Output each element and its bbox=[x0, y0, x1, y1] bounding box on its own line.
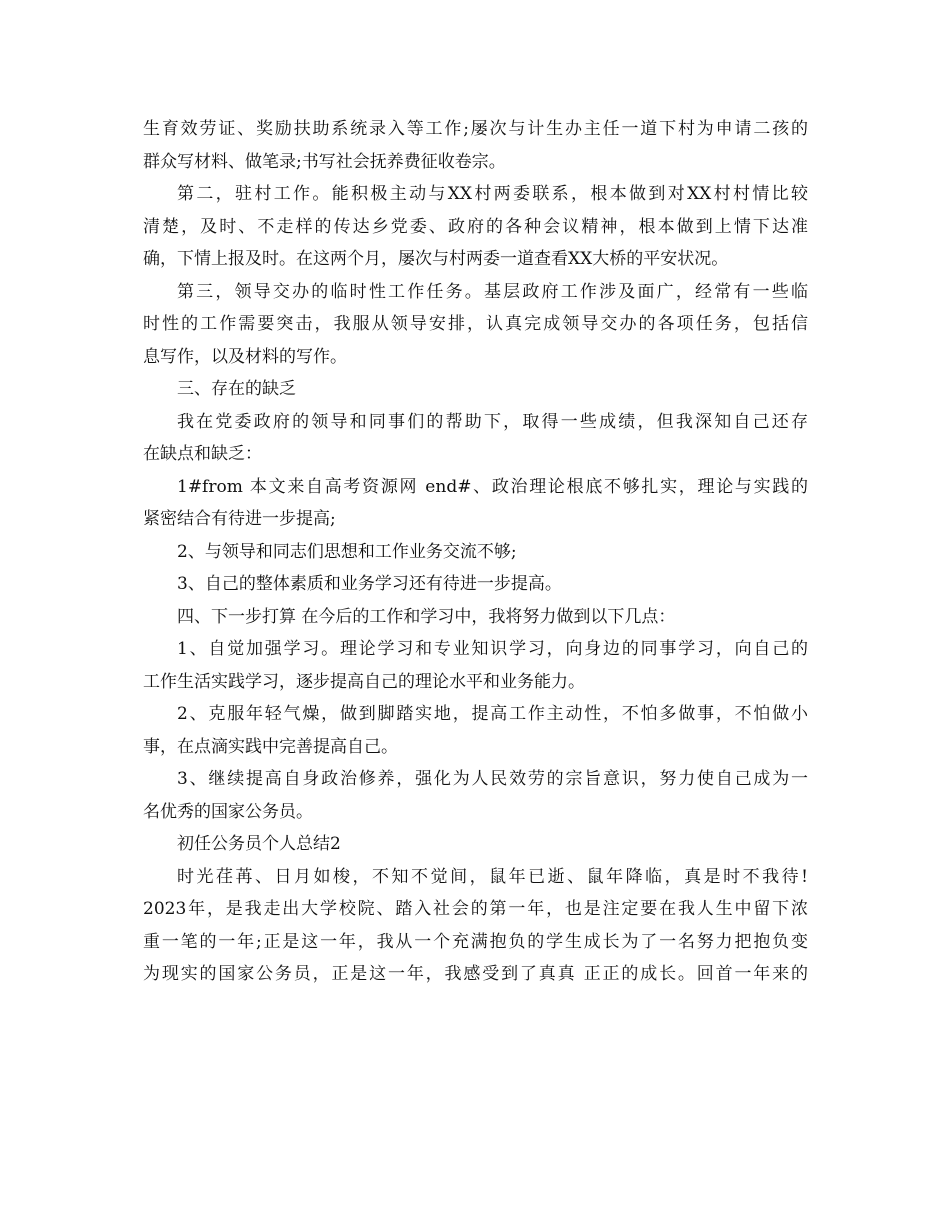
paragraph-line: 清楚，及时、不走样的传达乡党委、政府的各种会议精神，根本做到上情下达准 bbox=[143, 216, 808, 237]
paragraph-line: 时性的工作需要突击，我服从领导安排，认真完成领导交办的各项任务，包括信 bbox=[143, 314, 808, 334]
paragraph-line: 第三，领导交办的临时性工作任务。基层政府工作涉及面广，经常有一些临 bbox=[177, 281, 808, 302]
list-item: 3、自己的整体素质和业务学习还有待进一步提高。 bbox=[177, 574, 562, 594]
section-heading: 三、存在的缺乏 bbox=[177, 379, 296, 399]
list-item: 2、克服年轻气燥，做到脚踏实地，提高工作主动性，不怕多做事，不怕做小 bbox=[177, 704, 808, 724]
paragraph-line: 息写作，以及材料的写作。 bbox=[143, 346, 347, 367]
paragraph-line: 1#from 本文来自高考资源网 end#、政治理论根底不够扎实，理论与实践的 bbox=[177, 476, 808, 497]
paragraph-line: 在缺点和缺乏： bbox=[143, 444, 262, 464]
list-item: 2、与领导和同志们思想和工作业务交流不够; bbox=[177, 541, 517, 562]
paragraph-line: 我在党委政府的领导和同事们的帮助下，取得一些成绩，但我深知自己还存 bbox=[177, 411, 808, 432]
section-heading: 四、下一步打算 在今后的工作和学习中，我将努力做到以下几点： bbox=[177, 606, 676, 627]
paragraph-line: 确，下情上报及时。在这两个月，屡次与村两委一道查看XX大桥的平安状况。 bbox=[143, 249, 729, 269]
paragraph-line: 为现实的国家公务员，正是这一年，我感受到了真真 正正的成长。回首一年来的 bbox=[143, 964, 808, 984]
paragraph-line: 2023年，是我走出大学校院、踏入社会的第一年，也是注定要在我人生中留下浓 bbox=[143, 899, 808, 919]
document-subtitle: 初任公务员个人总结2 bbox=[177, 834, 341, 854]
paragraph-line: 生育效劳证、奖励扶助系统录入等工作;屡次与计生办主任一道下村为申请二孩的 bbox=[143, 119, 808, 139]
list-item: 1、自觉加强学习。理论学习和专业知识学习，向身边的同事学习，向自己的 bbox=[177, 639, 808, 659]
paragraph-line: 重一笔的一年;正是这一年，我从一个充满抱负的学生成长为了一名努力把抱负变 bbox=[143, 931, 808, 952]
paragraph-line: 名优秀的国家公务员。 bbox=[143, 801, 313, 822]
list-item: 3、继续提高自身政治修养，强化为人民效劳的宗旨意识，努力使自己成为一 bbox=[177, 769, 808, 789]
paragraph-line: 第二，驻村工作。能积极主动与XX村两委联系，根本做到对XX村村情比较 bbox=[177, 184, 808, 204]
document-body bbox=[143, 113, 808, 991]
paragraph-line: 工作生活实践学习，逐步提高自己的理论水平和业务能力。 bbox=[143, 671, 585, 692]
paragraph-line: 事，在点滴实践中完善提高自己。 bbox=[143, 736, 398, 757]
paragraph-line: 时光荏苒、日月如梭，不知不觉间，鼠年已逝、鼠年降临，真是时不我待! bbox=[177, 866, 808, 887]
paragraph-line: 紧密结合有待进一步提高; bbox=[143, 509, 336, 529]
paragraph-line: 群众写材料、做笔录;书写社会抚养费征收卷宗。 bbox=[143, 151, 506, 172]
